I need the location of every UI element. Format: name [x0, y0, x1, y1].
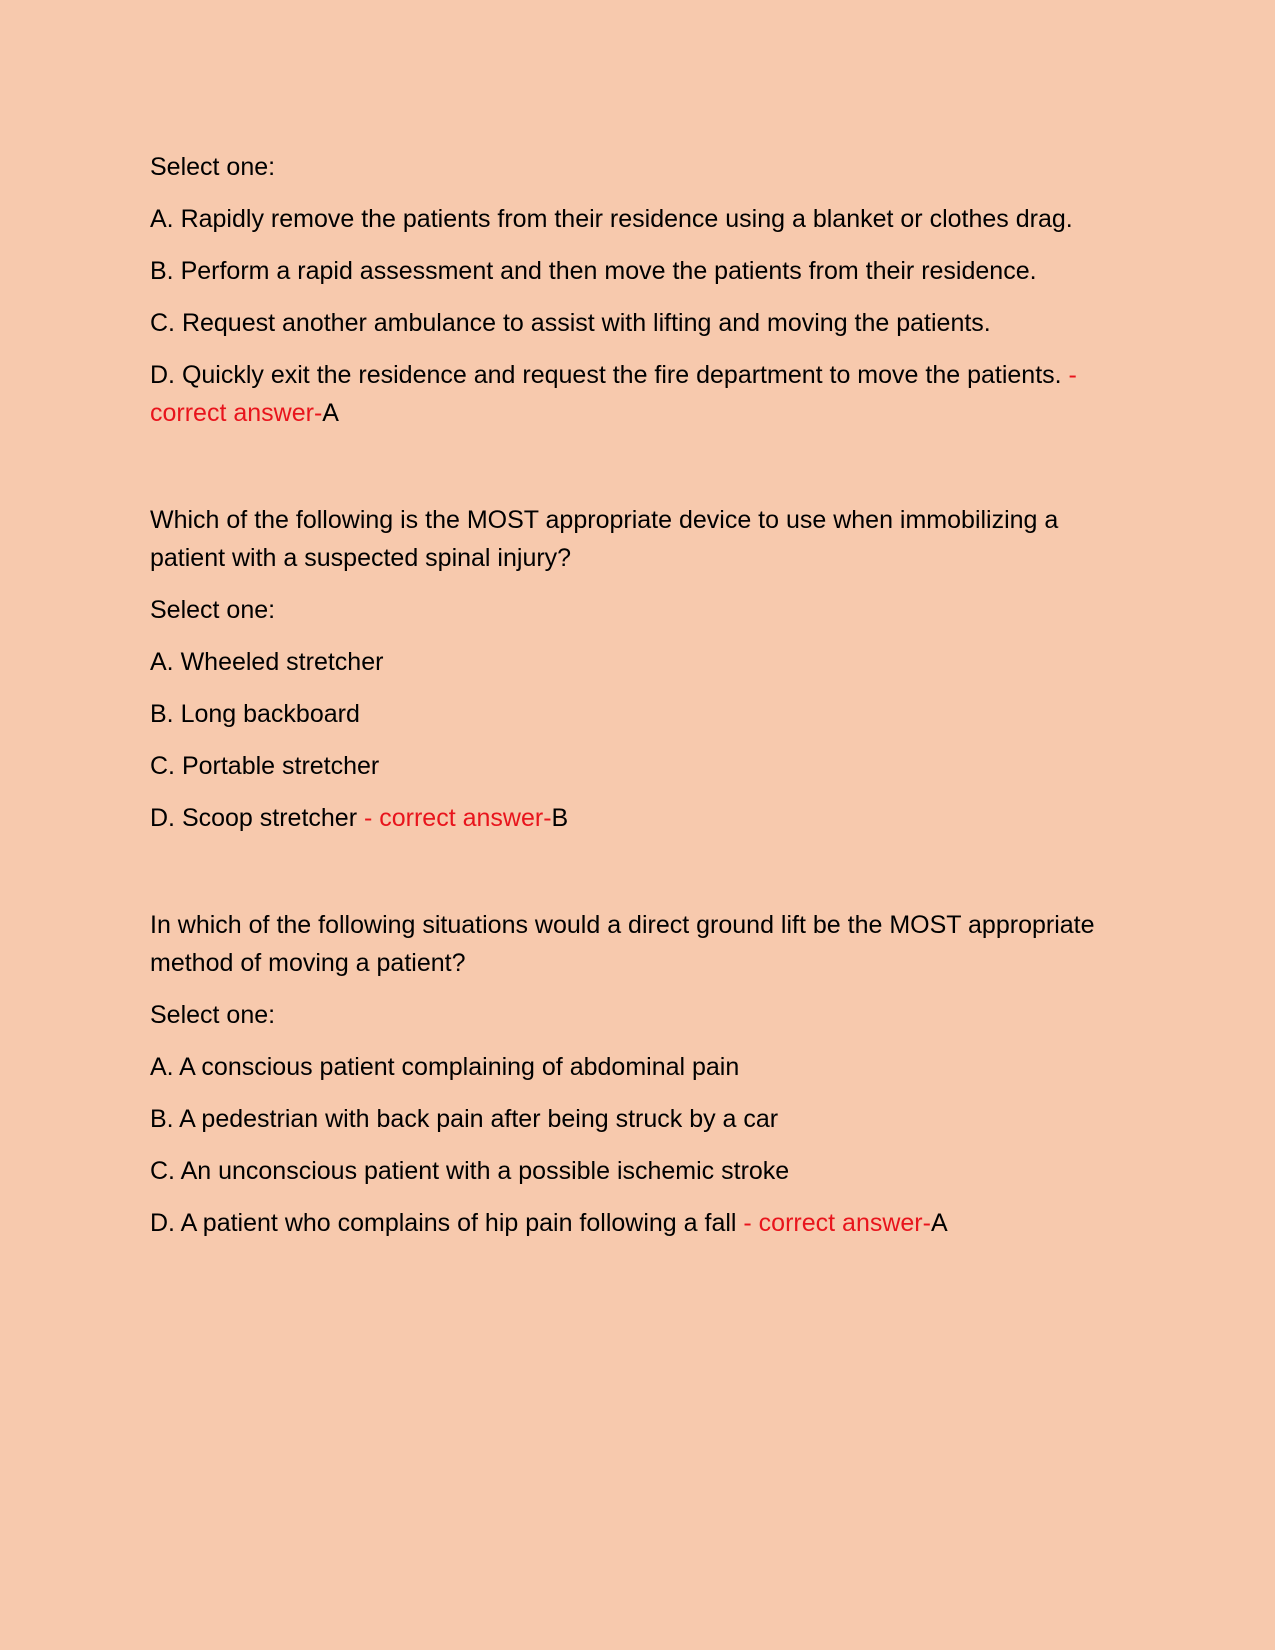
option-d-with-answer — [150, 1204, 1125, 1242]
correct-answer-letter: A — [930, 1209, 948, 1237]
option-a: A. Rapidly remove the patients from their residence using a blanket or clothes drag. — [150, 205, 1073, 233]
question-prompt: Which of the following is the MOST appropriate device to use when immobilizing a patient with a suspected spinal injury? — [150, 506, 1059, 572]
option-b: B. Perform a rapid assessment and then move the patients from their residence. — [150, 257, 1037, 285]
question-block-3 — [150, 906, 1125, 1242]
option-c: C. Portable stretcher — [150, 752, 380, 780]
option-a: A. Wheeled stretcher — [150, 648, 384, 676]
option-d: D. Quickly exit the residence and request the fire department to move the patients. — [150, 361, 1062, 389]
option-a: A. A conscious patient complaining of abdominal pain — [150, 1053, 740, 1081]
document-page — [150, 148, 1125, 1256]
option-d: D. Scoop stretcher — [150, 804, 358, 832]
correct-answer-marker: - correct answer- — [736, 1209, 931, 1237]
select-one-label: Select one: — [150, 153, 276, 181]
select-one-label: Select one: — [150, 1001, 276, 1029]
select-one-label: Select one: — [150, 596, 276, 624]
option-c: C. Request another ambulance to assist with lifting and moving the patients. — [150, 309, 991, 337]
option-b: B. Long backboard — [150, 700, 360, 728]
option-b: B. A pedestrian with back pain after being struck by a car — [150, 1105, 779, 1133]
option-d-with-answer — [150, 356, 1125, 432]
correct-answer-letter: A — [322, 399, 339, 427]
option-c: C. An unconscious patient with a possible ischemic stroke — [150, 1157, 790, 1185]
option-d: D. A patient who complains of hip pain following a fall — [150, 1209, 737, 1237]
correct-answer-marker: - correct answer- — [357, 804, 552, 832]
correct-answer-letter: B — [551, 804, 569, 832]
question-block-1 — [150, 148, 1125, 432]
option-d-with-answer — [150, 799, 1125, 837]
question-prompt: In which of the following situations would a direct ground lift be the MOST appropriate method of moving a patient? — [150, 911, 1095, 977]
question-block-2 — [150, 501, 1125, 837]
correct-answer-marker: - correct answer- — [150, 361, 1077, 427]
